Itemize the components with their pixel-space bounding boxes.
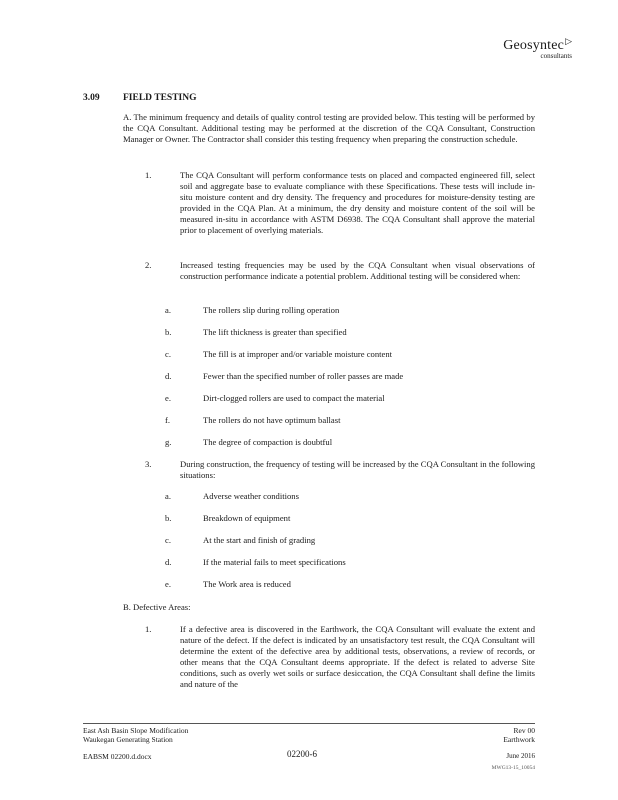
list-item-letter: d.: [165, 557, 172, 567]
list-item: Fewer than the specified number of roller passes are made: [203, 371, 404, 381]
item-3-number: 3.: [145, 459, 152, 469]
list-item: At the start and finish of grading: [203, 535, 316, 545]
footer-project: East Ash Basin Slope Modification: [83, 726, 189, 735]
list-item-letter: c.: [165, 349, 171, 359]
list-item: The lift thickness is greater than specified: [203, 327, 347, 337]
item-2-text: Increased testing frequencies may be used by the CQA Consultant when visual observations of construction performance indicate a potential problem. Additional testing will be considered when:: [180, 260, 535, 281]
list-item-letter: g.: [165, 437, 172, 447]
list-item: The fill is at improper and/or variable moisture content: [203, 349, 393, 359]
list-item-letter: b.: [165, 327, 172, 337]
item-1-number: 1.: [145, 170, 152, 180]
list-item-letter: a.: [165, 491, 171, 501]
item-2-number: 2.: [145, 260, 152, 270]
section-title: FIELD TESTING: [123, 93, 197, 103]
list-item-letter: c.: [165, 535, 171, 545]
logo-triangle-icon: ▷: [565, 36, 572, 46]
company-logo: [503, 36, 572, 60]
list-item-letter: e.: [165, 393, 171, 403]
footer-date: June 2016: [506, 752, 535, 760]
list-item: The rollers slip during rolling operation: [203, 305, 340, 315]
footer-file: EABSM 02200.d.docx: [83, 752, 152, 761]
list-item-letter: a.: [165, 305, 171, 315]
paragraph-b-heading: B. Defective Areas:: [123, 602, 191, 612]
list-item-letter: d.: [165, 371, 172, 381]
list-item: The Work area is reduced: [203, 579, 291, 589]
item-1-text: The CQA Consultant will perform conformance tests on placed and compacted engineered fill, select soil and aggregate base to evaluate compliance with these Specifications. These tests will include in-situ moisture content and dry density. The frequency and procedures for moisture-density testing are provided in the CQA Plan. At a minimum, the dry density and moisture content of the soil will be measured in-situ in accordance with ASTM D6938. The CQA Consultant shall approve the material prior to placement of overlying materials.: [180, 170, 535, 235]
footer-right: [503, 726, 535, 744]
list-item: Adverse weather conditions: [203, 491, 299, 501]
list-item: If the material fails to meet specifications: [203, 557, 346, 567]
page-number: 02200-6: [287, 749, 317, 759]
item-3-text: During construction, the frequency of testing will be increased by the CQA Consultant in the following situations:: [180, 459, 535, 480]
list-item: The rollers do not have optimum ballast: [203, 415, 341, 425]
footer-rev: Rev 00: [513, 726, 535, 735]
paragraph-a-intro: A. The minimum frequency and details of quality control testing are provided below. This testing will be performed by the CQA Consultant. Additional testing may be performed at the discretion of the CQA Consultant, Construction Manager or Owner. The Contractor shall consider this testing frequency when preparing the construction schedule.: [123, 112, 535, 144]
footer-left: [83, 726, 188, 744]
section-number: 3.09: [83, 93, 100, 103]
item-b1-number: 1.: [145, 624, 152, 634]
footer-divider: [83, 723, 535, 724]
footer-station: Waukegan Generating Station: [83, 735, 173, 744]
logo-name: Geosyntec: [503, 38, 565, 53]
footer-section: Earthwork: [503, 735, 535, 744]
logo-subtitle: consultants: [540, 52, 572, 60]
document-stamp: MWG13-15_10054: [491, 765, 535, 771]
list-item-letter: e.: [165, 579, 171, 589]
list-item-letter: b.: [165, 513, 172, 523]
list-item-letter: f.: [165, 415, 171, 425]
list-item: Dirt-clogged rollers are used to compact the material: [203, 393, 385, 403]
item-b1-text: If a defective area is discovered in the Earthwork, the CQA Consultant will evaluate the extent and nature of the defect. If the defect is indicated by an unsatisfactory test result, the CQA Consultant will determine the extent of the defective area by additional tests, observations, a review of records, or other means that the CQA Consultant deems appropriate. If the defect is related to adverse Site conditions, such as overly wet soils or surface desiccation, the CQA Consultant shall define the limits and nature of the: [180, 624, 535, 689]
list-item: The degree of compaction is doubtful: [203, 437, 333, 447]
list-item: Breakdown of equipment: [203, 513, 291, 523]
